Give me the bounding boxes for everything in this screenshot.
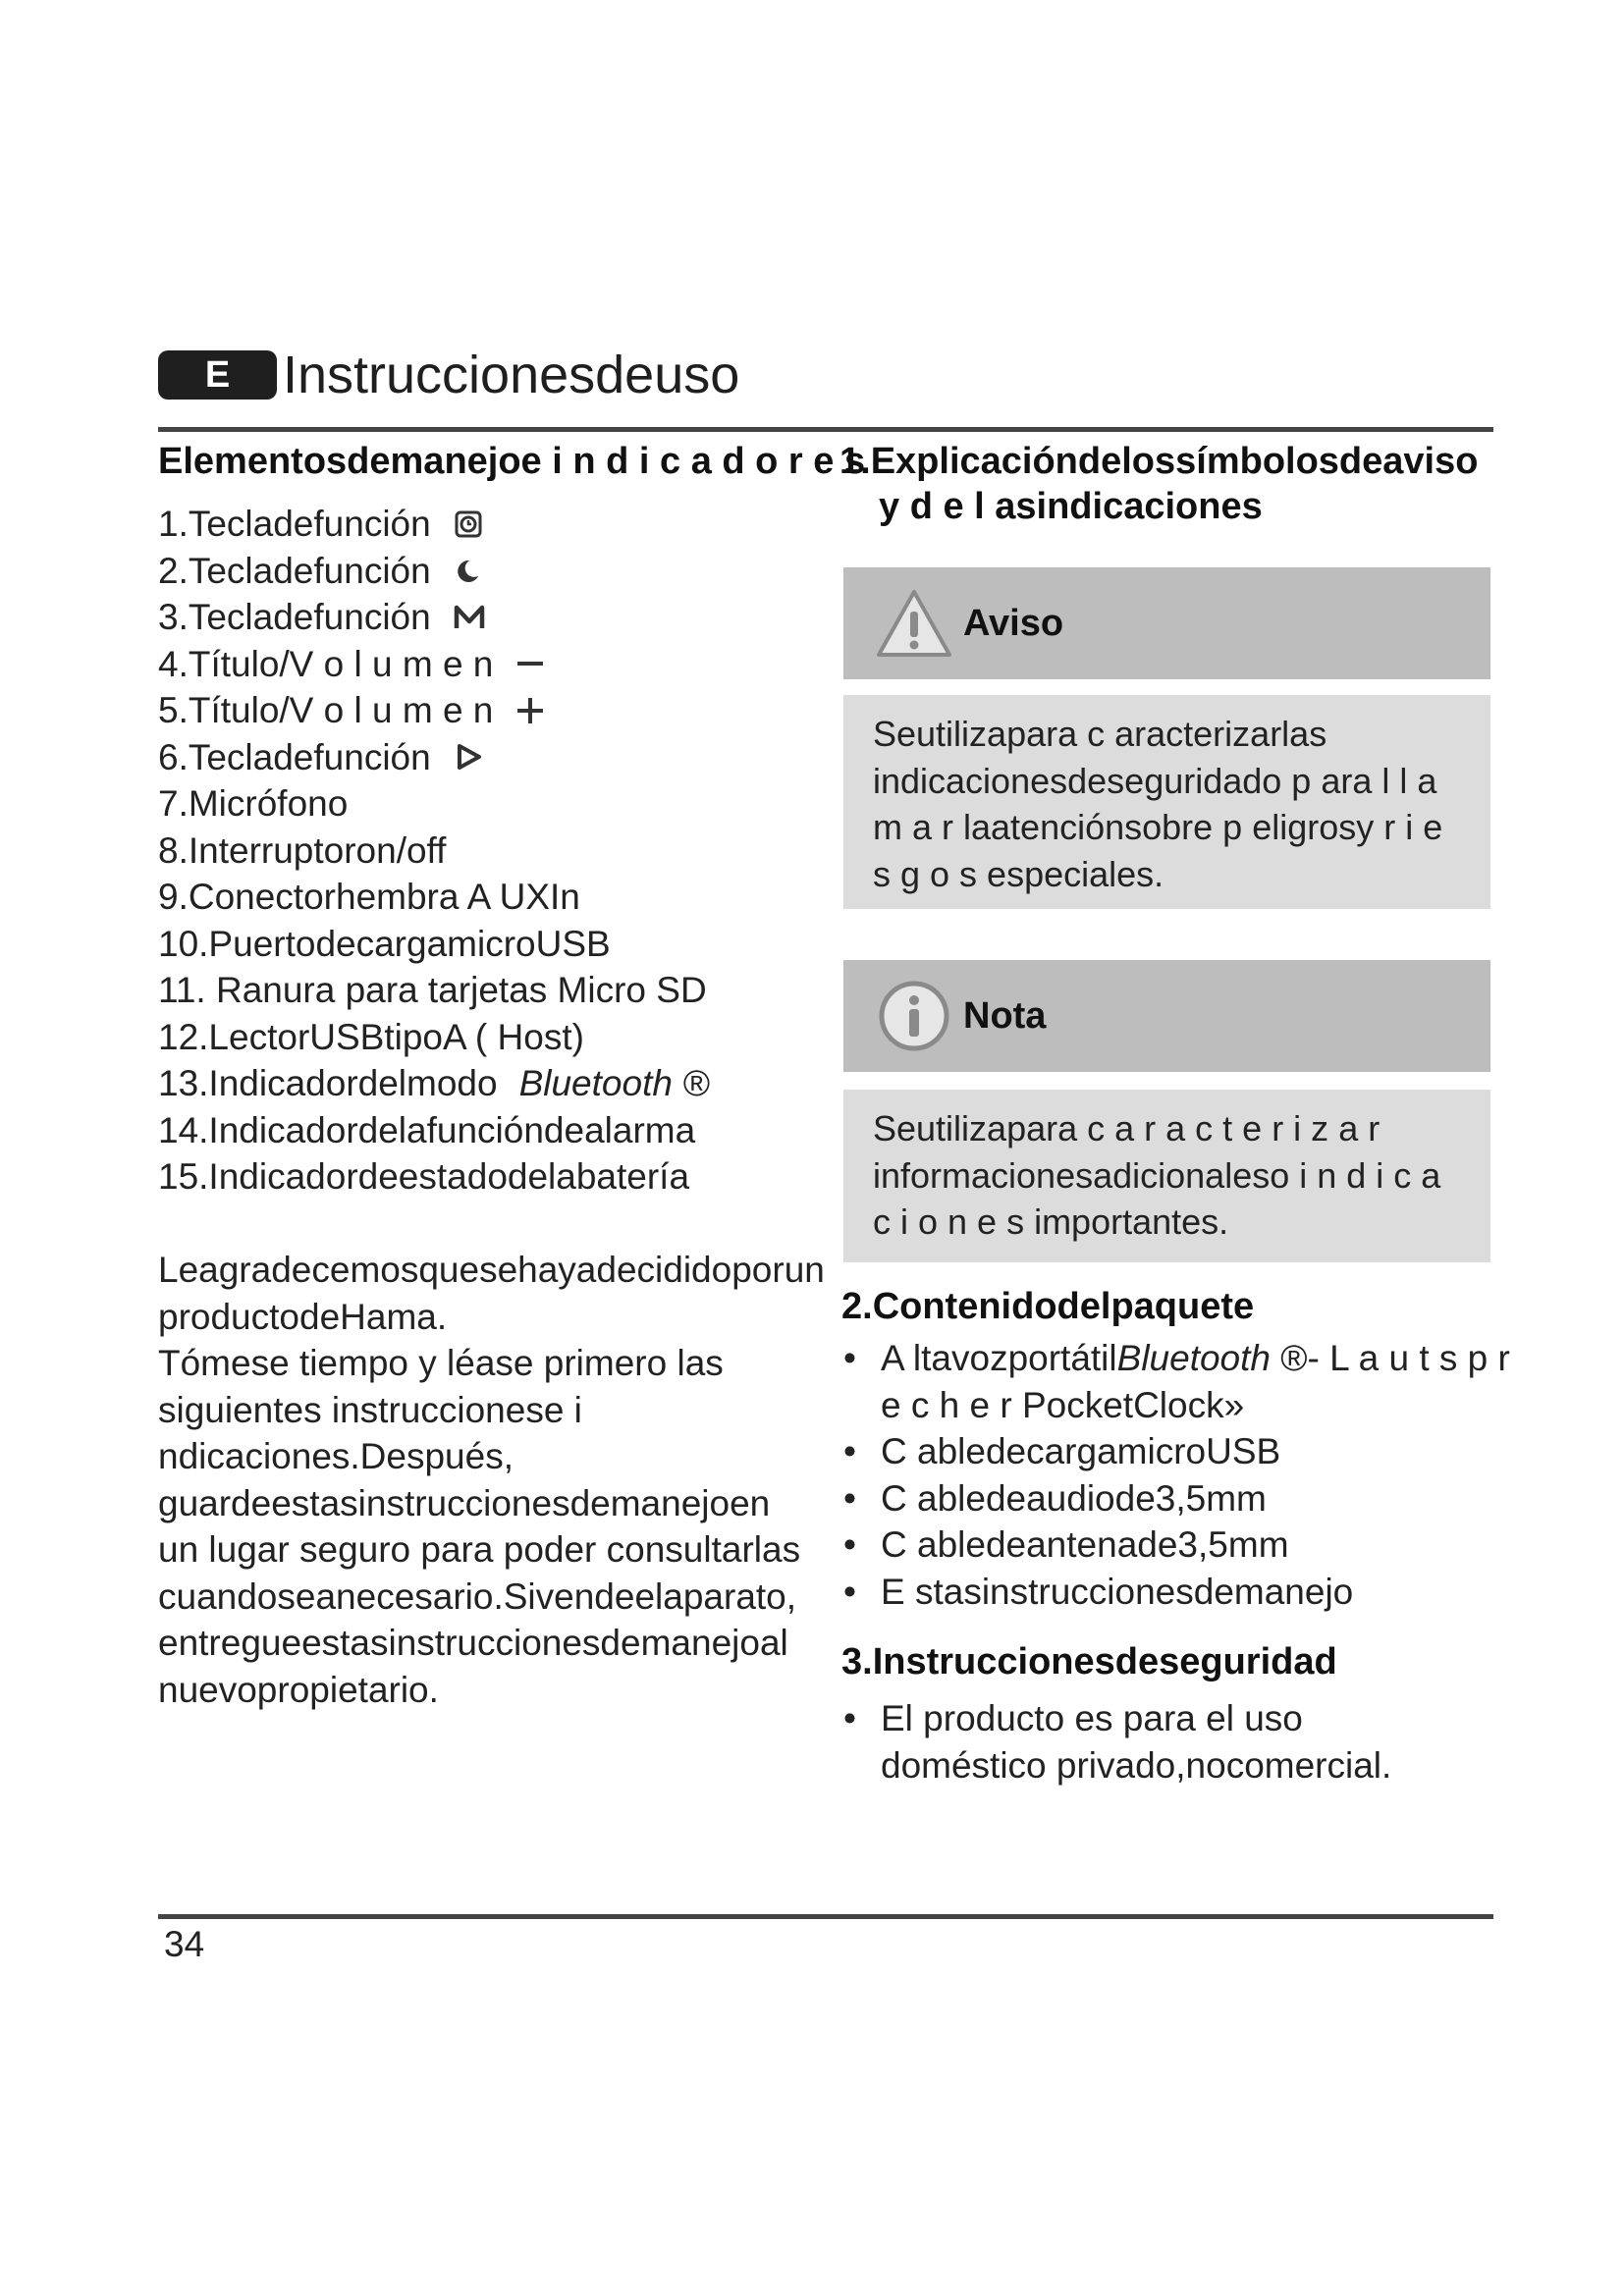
bluetooth-label: Bluetooth ® [518,1063,710,1103]
package-contents-list [841,1335,1529,1615]
item-label: 12.LectorUSBtipoA ( Host) [158,1016,584,1057]
item-label: 5.Título/V o l u m e n [158,690,494,730]
minus-icon [514,648,546,679]
controls-heading: Elementosdemanejoe i n d i c a d o r e s [158,441,866,482]
warning-triangle-icon [875,584,953,663]
list-item: • A ltavozportátilBluetooth ®- L a u t s p r e c h e r PocketClock» [841,1335,1529,1428]
page-title: Instruccionesdeuso [283,346,740,404]
intro-paragraph: Leagradecemosquesehayadecididoporun productodeHama. [158,1250,825,1337]
list-item [158,780,806,828]
safety-list [841,1695,1431,1789]
intro-text [158,1247,825,1713]
list-item [158,874,806,921]
section-1-heading [839,439,1488,529]
list-item [158,594,806,641]
list-item [158,1107,806,1154]
controls-list [158,501,806,1201]
item-label: 15.Indicadordeestadodelabatería [158,1156,690,1197]
list-item: • C abledeaudiode3,5mm [841,1475,1529,1522]
section-2-heading: 2.Contenidodelpaquete [841,1286,1255,1327]
list-item [158,687,806,734]
list-item: • El producto es para el uso doméstico privado,nocomercial. [841,1695,1431,1789]
play-icon [453,741,484,773]
item-label: 6.Tecladefunción [158,736,431,777]
list-item [158,641,806,688]
list-item [158,967,806,1014]
warning-box-header [843,567,1490,679]
item-label: 1.Tecladefunción [158,504,431,544]
item-label: 2.Tecladefunción [158,550,431,591]
list-item [158,1060,806,1107]
snooze-moon-icon [453,555,484,586]
warning-box-body: Seutilizapara c aracterizarlas indicacionesdeseguridado p ara l l a m a r laatenciónsobre p eligrosy r i e s g o s especiales. [843,695,1490,909]
header-rule [158,427,1493,432]
list-item [158,501,806,548]
bluetooth-label: Bluetooth [1116,1338,1271,1378]
page-number: 34 [164,1924,205,1964]
list-item [158,548,806,595]
list-item [158,828,806,875]
language-badge: E [158,350,277,400]
item-label: 9.Conectorhembra A UXIn [158,877,580,917]
list-item [158,1014,806,1061]
item-label: 4.Título/V o l u m e n [158,643,494,684]
m-mode-icon [453,602,486,633]
section-3-heading: 3.Instruccionesdeseguridad [841,1641,1337,1682]
warning-title: Aviso [963,602,1064,644]
list-item [158,1153,806,1201]
intro-paragraph: Tómese tiempo y léase primero las siguientes instruccionese i ndicaciones.Después, guardeestasinstruccionesdemanejoen un lugar seguro para poder consultarlas cuandoseanecesario.Sivendeelaparato, entregueestasinstruccionesdemanejoal nuevopropietario. [158,1343,801,1710]
list-item: • C abledecargamicroUSB [841,1428,1529,1475]
list-item: • E stasinstruccionesdemanejo [841,1569,1529,1616]
item-label: 10.PuertodecargamicroUSB [158,923,611,964]
list-item: • C abledeantenade3,5mm [841,1522,1529,1569]
item-label: 7.Micrófono [158,783,349,824]
note-box-body: Seutilizapara c a r a c t e r i z a r informacionesadicionaleso i n d i c a c i o n e s importantes. [843,1090,1490,1262]
list-item [158,734,806,781]
note-box-header [843,960,1490,1072]
info-circle-icon [875,977,953,1055]
item-label: 8.Interruptoron/off [158,829,447,871]
item-label: 11. Ranura para tarjetas Micro SD [158,970,707,1010]
note-title: Nota [963,994,1047,1037]
list-item [158,921,806,968]
alarm-clock-icon [453,508,484,540]
item-label: 14.Indicadordelafuncióndealarma [158,1109,696,1150]
section-1-heading-line1: 1.Explicacióndelossímbolosdeaviso [839,441,1479,482]
item-label: 13.Indicadordelmodo [158,1063,498,1103]
section-1-heading-line2: y d e l asindicaciones [879,486,1263,527]
plus-icon [514,695,546,726]
item-label: 3.Tecladefunción [158,597,431,637]
footer-rule [158,1914,1493,1919]
